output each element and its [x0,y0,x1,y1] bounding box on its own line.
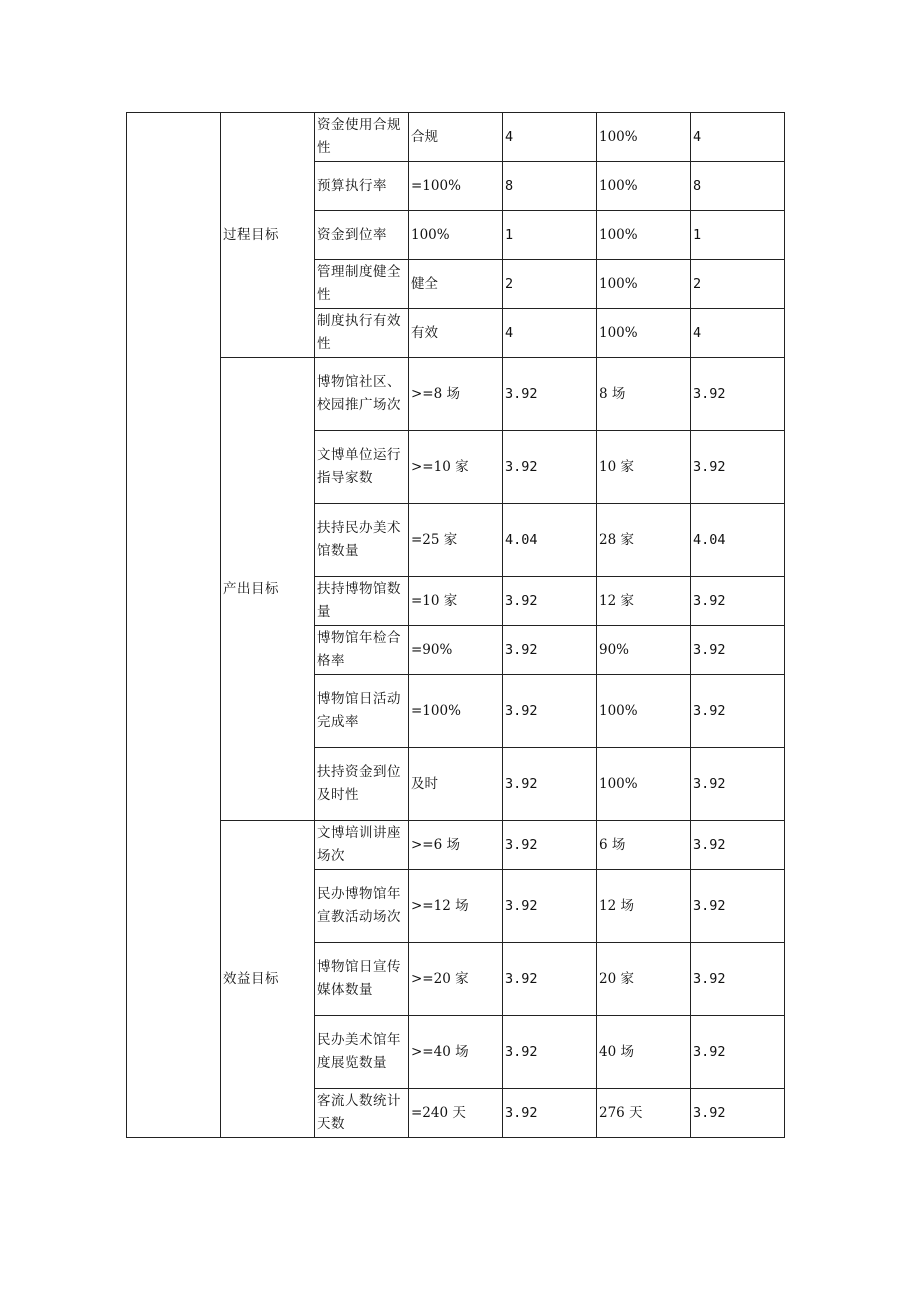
actual-cell: 10 家 [597,431,691,504]
target-cell: >=40 场 [409,1016,503,1089]
weight-cell: 8 [503,162,597,211]
weight-cell: 3.92 [503,821,597,870]
target-cell: >=6 场 [409,821,503,870]
actual-cell: 100% [597,162,691,211]
indicator-cell: 文博单位运行指导家数 [315,431,409,504]
target-cell: >=8 场 [409,358,503,431]
weight-cell: 3.92 [503,1016,597,1089]
indicator-cell: 博物馆社区、校园推广场次 [315,358,409,431]
actual-cell: 20 家 [597,943,691,1016]
weight-cell: 2 [503,260,597,309]
actual-cell: 100% [597,260,691,309]
actual-cell: 6 场 [597,821,691,870]
actual-cell: 12 家 [597,577,691,626]
table-row [127,358,785,431]
weight-cell: 3.92 [503,748,597,821]
actual-cell: 100% [597,113,691,162]
weight-cell: 3.92 [503,577,597,626]
weight-cell: 4.04 [503,504,597,577]
table-row [127,821,785,870]
weight-cell: 4 [503,309,597,358]
score-cell: 3.92 [691,870,785,943]
score-cell: 3.92 [691,943,785,1016]
score-cell: 4 [691,309,785,358]
indicator-cell: 博物馆年检合格率 [315,626,409,675]
actual-cell: 12 场 [597,870,691,943]
weight-cell: 4 [503,113,597,162]
group-name: 产出目标 [221,358,315,821]
actual-cell: 40 场 [597,1016,691,1089]
target-cell: 100% [409,211,503,260]
score-cell: 3.92 [691,748,785,821]
target-cell: =100% [409,675,503,748]
weight-cell: 3.92 [503,431,597,504]
target-cell: 合规 [409,113,503,162]
table-body [127,113,785,1138]
score-cell: 2 [691,260,785,309]
target-cell: =100% [409,162,503,211]
indicator-cell: 扶持博物馆数量 [315,577,409,626]
indicator-cell: 文博培训讲座场次 [315,821,409,870]
score-cell: 1 [691,211,785,260]
indicator-cell: 博物馆日活动完成率 [315,675,409,748]
indicator-cell: 民办美术馆年度展览数量 [315,1016,409,1089]
group-name: 效益目标 [221,821,315,1138]
indicator-cell: 资金使用合规性 [315,113,409,162]
weight-cell: 3.92 [503,358,597,431]
indicator-cell: 博物馆日宣传媒体数量 [315,943,409,1016]
target-cell: 健全 [409,260,503,309]
category-cell [127,113,221,1138]
weight-cell: 1 [503,211,597,260]
target-cell: =240 天 [409,1089,503,1138]
weight-cell: 3.92 [503,943,597,1016]
target-cell: >=12 场 [409,870,503,943]
indicator-cell: 资金到位率 [315,211,409,260]
score-cell: 4.04 [691,504,785,577]
indicator-cell: 民办博物馆年宣教活动场次 [315,870,409,943]
indicator-cell: 制度执行有效性 [315,309,409,358]
indicator-cell: 扶持民办美术馆数量 [315,504,409,577]
indicator-cell: 预算执行率 [315,162,409,211]
score-cell: 4 [691,113,785,162]
actual-cell: 90% [597,626,691,675]
actual-cell: 100% [597,211,691,260]
actual-cell: 28 家 [597,504,691,577]
performance-table [126,112,785,1138]
score-cell: 3.92 [691,358,785,431]
weight-cell: 3.92 [503,626,597,675]
actual-cell: 100% [597,309,691,358]
table-row [127,113,785,162]
indicator-cell: 扶持资金到位及时性 [315,748,409,821]
actual-cell: 100% [597,675,691,748]
actual-cell: 8 场 [597,358,691,431]
actual-cell: 100% [597,748,691,821]
score-cell: 3.92 [691,821,785,870]
target-cell: >=10 家 [409,431,503,504]
target-cell: =90% [409,626,503,675]
target-cell: 有效 [409,309,503,358]
score-cell: 8 [691,162,785,211]
actual-cell: 276 天 [597,1089,691,1138]
target-cell: =25 家 [409,504,503,577]
indicator-cell: 管理制度健全性 [315,260,409,309]
score-cell: 3.92 [691,675,785,748]
target-cell: >=20 家 [409,943,503,1016]
indicator-cell: 客流人数统计天数 [315,1089,409,1138]
score-cell: 3.92 [691,626,785,675]
score-cell: 3.92 [691,431,785,504]
score-cell: 3.92 [691,1016,785,1089]
weight-cell: 3.92 [503,870,597,943]
group-name: 过程目标 [221,113,315,358]
score-cell: 3.92 [691,1089,785,1138]
target-cell: =10 家 [409,577,503,626]
weight-cell: 3.92 [503,1089,597,1138]
target-cell: 及时 [409,748,503,821]
weight-cell: 3.92 [503,675,597,748]
score-cell: 3.92 [691,577,785,626]
